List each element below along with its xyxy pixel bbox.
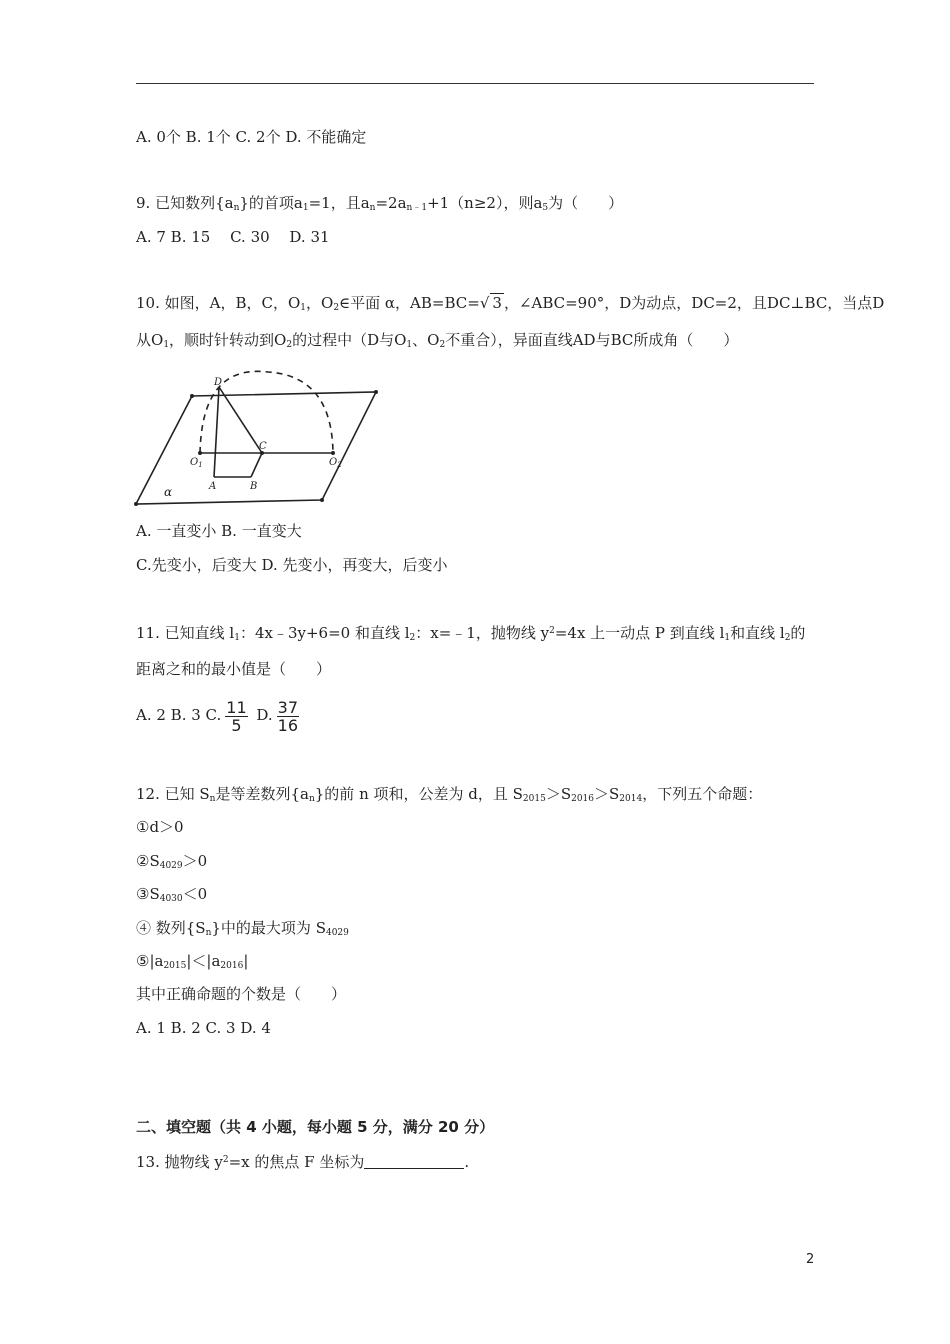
label-d: D <box>214 377 223 388</box>
q11-stem-line2: 距离之和的最小值是（ ） <box>136 660 332 678</box>
q12-item-4: ④ 数列$\{S_n\}$中的最大项为 $S_{4029}$ <box>136 919 349 938</box>
section-title: 二、填空题（共 4 小题，每小题 5 分，满分 20 分） <box>136 1118 495 1136</box>
q12-item-5: $⑤|a_{2015}|<|a_{2016}|$ <box>136 952 249 971</box>
segment-dc <box>219 387 262 453</box>
q12-item-1: ①d＞0 <box>136 818 184 836</box>
q11-options: A. 2 B. 3 C. $\frac{11}{5}$ D. $\frac{37}{16}$ <box>136 697 299 735</box>
header-rule <box>136 83 814 84</box>
q13-stem: 13. 抛物线 $y^2=x$ 的焦点 F 坐标为 . <box>136 1153 470 1171</box>
q12-item-3: $③S_{4030}<0$ <box>136 885 208 904</box>
label-o1: $O_1$ <box>190 457 203 469</box>
q11-stem-line1: 11. 已知直线 $l_1$：4x﹣3y+6=0 和直线 $l_2$：x=﹣1，抛物线 $y^2=4x$ 上一动点 P 到直线 $l_1$和直线 $l_2$的 <box>136 624 806 643</box>
sqrt-radicand: 3 <box>492 294 502 312</box>
q8-options: A. 0个 B. 1个 C. 2个 D. 不能确定 <box>136 128 367 146</box>
label-a: A <box>209 481 217 492</box>
answer-blank[interactable] <box>364 1154 464 1169</box>
q9-stem: 9. 已知数列$\{a_n\}$的首项$a_1=1$，且$a_n=2a_{n﹣1}+1(n\ge 2)$，则$a_5$为（ ） <box>136 194 624 213</box>
q12-stem: 12. 已知 $S_n$是等差数列$\{a_n\}$的前 n 项和，公差为 d，且 $S_{2015}>S_{2016}>S_{2014}$，下列五个命题： <box>136 785 763 804</box>
q10-stem-line1: 10. 如图，A，B，C，$O_1$，$O_2\in$平面 α，AB=BC=√ 3 ，∠ABC=90°，D为动点，DC=2，且DC⊥BC，当点D <box>136 294 885 313</box>
page-number: 2 <box>806 1252 815 1267</box>
label-o2: $O_2$ <box>329 457 342 469</box>
q9-options: A. 7 B. 15 C. 30 D. 31 <box>136 228 330 246</box>
q10-stem-line2: 从$O_1$，顺时针转动到$O_2$的过程中（D与$O_1$、$O_2$不重合），异面直线AD与BC所成角（ ） <box>136 331 739 350</box>
segment-bc <box>251 453 262 477</box>
label-alpha: α <box>164 485 173 499</box>
fraction-37-16: $\frac{37}{16}$ <box>277 697 299 735</box>
q12-options: A. 1 B. 2 C. 3 D. 4 <box>136 1019 271 1037</box>
q10-geometry-figure <box>132 364 382 514</box>
segment-da <box>214 387 219 477</box>
q12-item-2: $②S_{4029}>0$ <box>136 852 208 871</box>
label-b: B <box>250 481 258 492</box>
q10-options-cd: C.先变小，后变大 D. 先变小，再变大，后变小 <box>136 556 448 574</box>
q10-options-ab: A. 一直变小 B. 一直变大 <box>136 522 302 540</box>
fraction-11-5: $\frac{11}{5}$ <box>226 697 247 735</box>
label-c: C <box>259 441 267 452</box>
q12-question: 其中正确命题的个数是（ ） <box>136 985 347 1003</box>
